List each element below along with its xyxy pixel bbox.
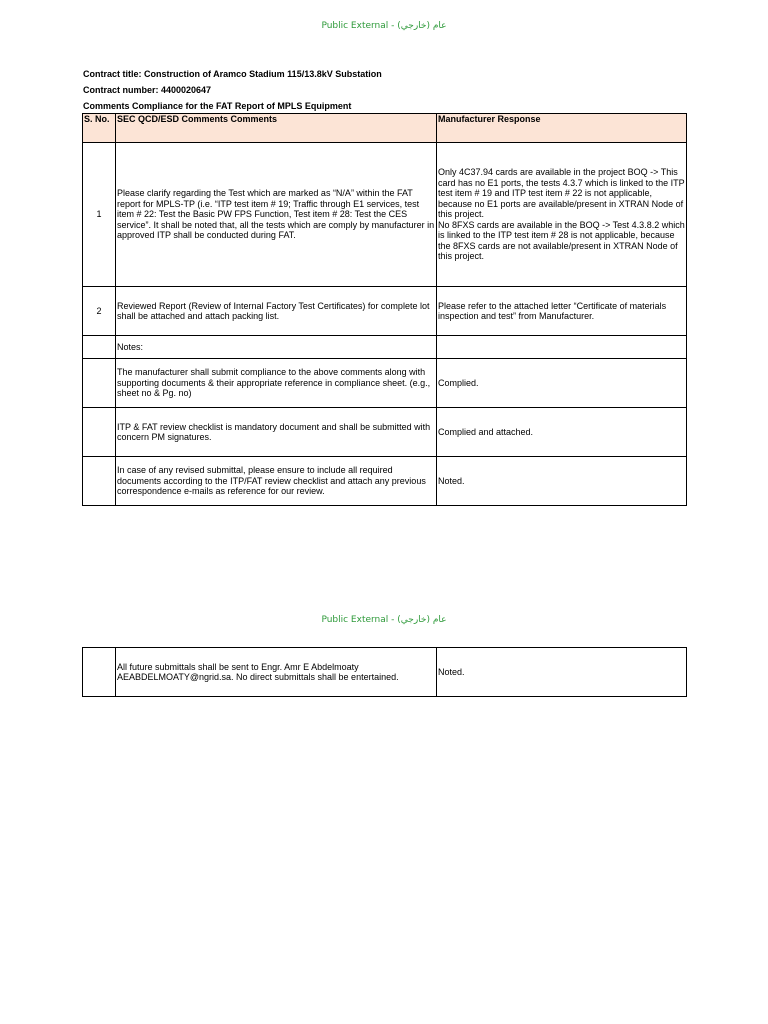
comments-table	[82, 113, 687, 506]
note-comment-cell: All future submittals shall be sent to Engr. Amr E Abdelmoaty AEABDELMOATY@ngrid.sa. No direct submittals shall be entertained.	[116, 648, 437, 697]
response-cell	[437, 143, 687, 287]
classification-label-top: Public External - عام (خارجي)	[321, 21, 447, 31]
table-row	[83, 287, 687, 336]
column-header-response: Manufacturer Response	[437, 114, 687, 143]
column-header-comments: SEC QCD/ESD Comments Comments	[116, 114, 437, 143]
note-row	[83, 648, 687, 697]
row-number: 2	[83, 287, 116, 336]
comment-cell: Please clarify regarding the Test which are marked as “N/A” within the FAT report for MPLS-TP (i.e. “ITP test item # 19; Traffic through E1 services, test item # 22: Test the Basic PW FPS Function, Test item # 28: Test the CES service”. It shall be noted that, all the tests which are comply by manufacturer in approved ITP shall be conducted during FAT.	[116, 143, 437, 287]
note-row	[83, 408, 687, 457]
column-header-sno: S. No.	[83, 114, 116, 143]
note-response-cell: Complied.	[437, 359, 687, 408]
empty-cell	[83, 648, 116, 697]
notes-header-row	[83, 336, 687, 359]
note-comment-cell: ITP & FAT review checklist is mandatory document and shall be submitted with concern PM signatures.	[116, 408, 437, 457]
empty-cell	[83, 408, 116, 457]
empty-cell	[437, 336, 687, 359]
response-cell: Please refer to the attached letter “Certificate of materials inspection and test” from Manufacturer.	[437, 287, 687, 336]
note-response-cell: Noted.	[437, 457, 687, 506]
contract-number: Contract number: 4400020647	[83, 85, 212, 95]
table-row	[83, 143, 687, 287]
note-row	[83, 359, 687, 408]
document-title: Comments Compliance for the FAT Report of MPLS Equipment	[83, 101, 352, 111]
comment-cell: Reviewed Report (Review of Internal Factory Test Certificates) for complete lot shall be attached and attach packing list.	[116, 287, 437, 336]
table-header-row	[83, 114, 687, 143]
contract-title: Contract title: Construction of Aramco Stadium 115/13.8kV Substation	[83, 69, 382, 79]
note-comment-cell: The manufacturer shall submit compliance to the above comments along with supporting documents & their appropriate reference in compliance sheet. (e.g., sheet no & Pg. no)	[116, 359, 437, 408]
notes-label: Notes:	[116, 336, 437, 359]
classification-label-page2: Public External - عام (خارجي)	[321, 615, 447, 625]
empty-cell	[83, 457, 116, 506]
note-comment-cell: In case of any revised submittal, please ensure to include all required documents according to the ITP/FAT review checklist and attach any previous correspondence e-mails as reference for our review.	[116, 457, 437, 506]
empty-cell	[83, 336, 116, 359]
note-response-cell: Complied and attached.	[437, 408, 687, 457]
response-line: Only 4C37.94 cards are available in the project BOQ -> This card has no E1 ports, the tests 4.3.7 which is linked to the ITP test item # 19 and ITP test item # 22 is not applicable, because no E1 ports are available/present in XTRAN Node of this project. No 8FXS cards are available in the BOQ -> Test 4.3.8.2 which is linked to the ITP test item # 28 is not applicable, because the 8FXS cards are not available/present in XTRAN Node of this project.	[438, 167, 685, 262]
comments-table-continued	[82, 647, 687, 697]
note-response-cell: Noted.	[437, 648, 687, 697]
note-row	[83, 457, 687, 506]
empty-cell	[83, 359, 116, 408]
row-number: 1	[83, 143, 116, 287]
